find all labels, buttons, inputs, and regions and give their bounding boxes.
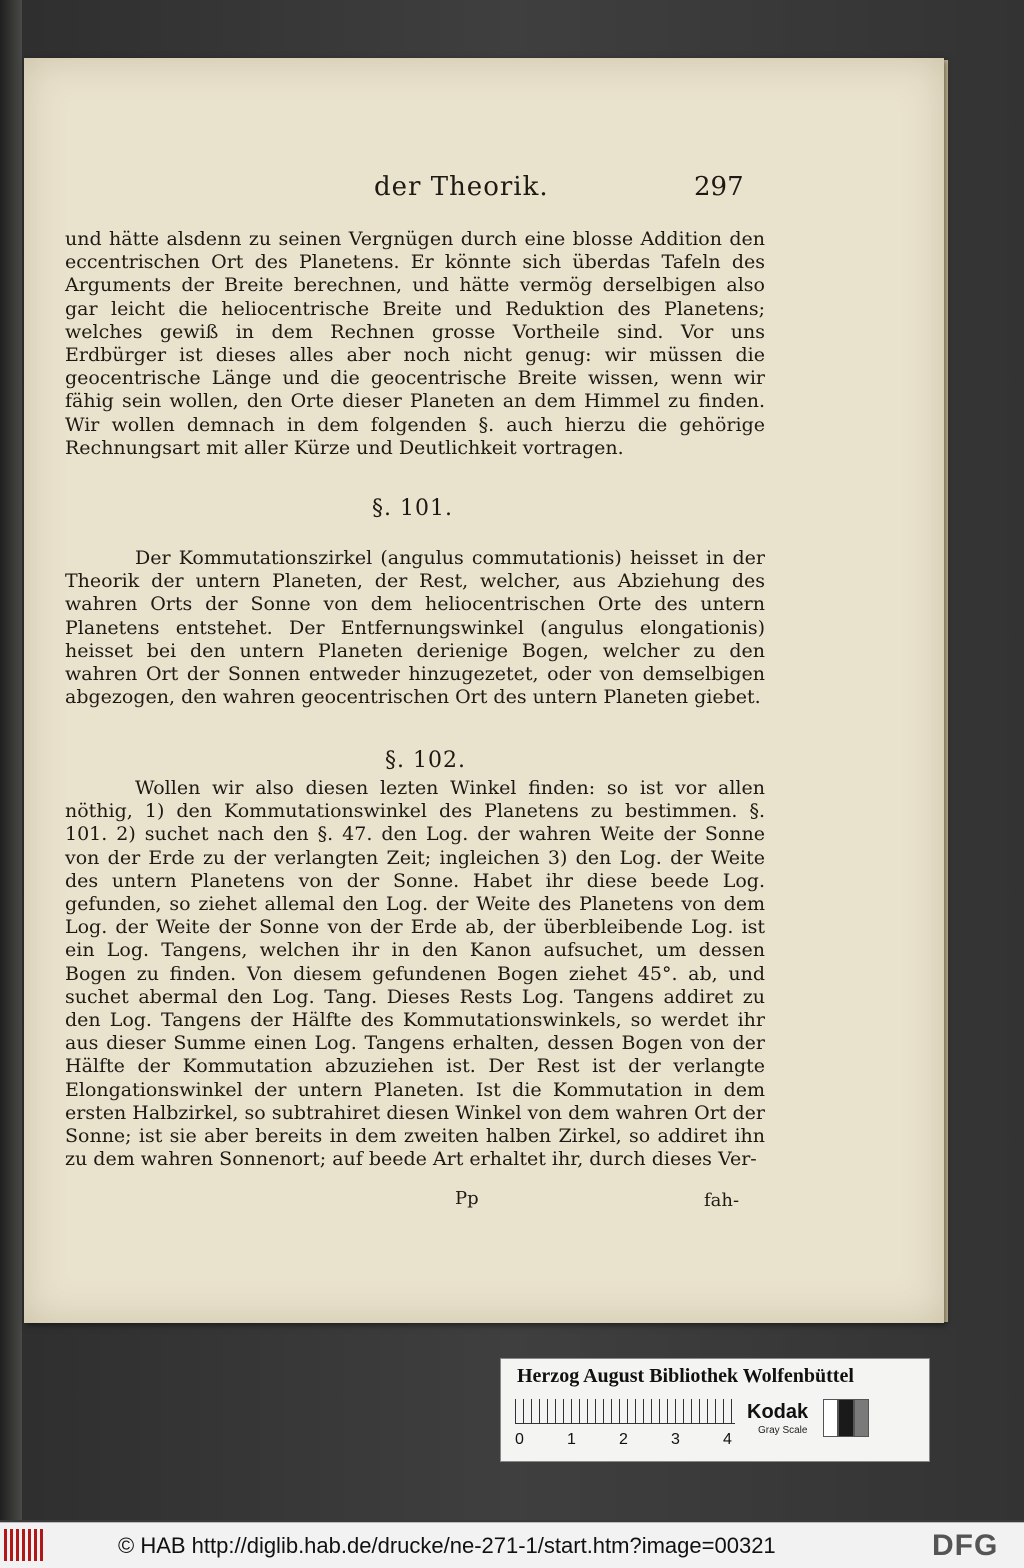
color-reference-card <box>500 1358 930 1462</box>
signature-mark: Pp <box>455 1188 479 1209</box>
book-spine-edge <box>0 0 22 1520</box>
scale-ruler <box>515 1399 735 1424</box>
hab-logo-icon <box>4 1529 46 1561</box>
ruler-number: 3 <box>671 1431 680 1448</box>
running-head: der Theorik. <box>374 172 549 202</box>
swatch-black <box>838 1399 853 1437</box>
ruler-number: 0 <box>515 1431 524 1448</box>
section-heading-102: §. 102. <box>385 748 466 773</box>
swatch-white <box>823 1399 838 1437</box>
footer-bar <box>0 1522 1024 1568</box>
ruler-number: 2 <box>619 1431 628 1448</box>
page-header <box>24 172 944 212</box>
ruler-numbers <box>515 1431 745 1451</box>
catchword: fah- <box>704 1190 740 1211</box>
kodak-logo: Kodak <box>747 1401 809 1423</box>
card-title: Herzog August Bibliothek Wolfenbüttel <box>517 1365 854 1387</box>
dfg-logo: DFG <box>932 1529 999 1562</box>
paragraph-3: Wollen wir also diesen lezten Winkel finden: so ist vor allen nöthig, 1) den Kommutationswinkel des Planetens zu bestimmen. §. 101. 2) suchet nach den §. 47. den Log. der wahren Weite der Sonne von der Erde zu der verlangten Zeit; ingleichen 3) den Log. der Weite des untern Planetens von der Sonne. Habet ihr diese beede Log. gefunden, so ziehet allemal den Log. der Weite des Planetens von dem Log. der Weite der Sonne von der Erde ab, der überbleibende Log. ist ein Log. Tangens, welchen ihr in den Kanon aufsuchet, um dessen Bogen zu finden. Von diesem gefundenen Bogen ziehet 45°. ab, und suchet abermal den Log. Tang. Dieses Rests Log. Tangens addiret zu den Log. Tangens der Hälfte des Kommutationswinkels, so werdet ihr aus dieser Summe einen Log. Tangens erhalten, dessen Bogen von der Hälfte der Kommutation abzuziehen ist. Der Rest ist der verlangte Elongationswinkel der untern Planeten. Ist die Kommutation in dem ersten Halbzirkel, so subtrahiret diesen Winkel von dem wahren Ort der Sonne; ist sie aber bereits in dem zweiten halben Zirkel, so addiret ihn zu dem wahren Sonnenort; auf beede Art erhaltet ihr, durch dieses Ver- <box>65 777 765 1171</box>
page-number: 297 <box>694 172 744 202</box>
swatch-gray <box>854 1399 869 1437</box>
section-heading-101: §. 101. <box>372 496 453 521</box>
ruler-number: 1 <box>567 1431 576 1448</box>
paragraph-1: und hätte alsdenn zu seinen Vergnügen durch eine blosse Addition den eccentrischen Ort des Planetens. Er könnte sich überdas Tafeln des Arguments der Breite berechnen, und hätte vermög derselbigen also gar leicht die heliocentrische Breite und Reduktion des Planetens; welches gewiß in dem Rechnen grosse Vortheile sind. Vor uns Erdbürger ist dieses alles aber noch nicht genug: wir müssen die geocentrische Länge und die geocentrische Breite wissen, wenn wir fähig sein wollen, den Orte dieser Planeten an dem Himmel zu finden. Wir wollen demnach in dem folgenden §. auch hierzu die gehörige Rechnungsart mit aller Kürze und Deutlichkeit vortragen. <box>65 228 765 459</box>
paragraph-2: Der Kommutationszirkel (angulus commutationis) heisset in der Theorik der untern Planeten, der Rest, welcher, aus Abziehung des wahren Orts der Sonne von dem heliocentrischen Orte des untern Planetens entstehet. Der Entfernungswinkel (angulus elongationis) heisset bei den untern Planeten derienige Bogen, welcher zu den wahren Ort der Sonnen entweder hinzugezetet, oder von demselbigen abgezogen, den wahren geocentrischen Ort des untern Planeten giebet. <box>65 547 765 709</box>
gray-swatches <box>823 1399 869 1437</box>
ruler-number: 4 <box>723 1431 732 1448</box>
gray-scale-label: Gray Scale <box>758 1425 808 1436</box>
footer-credit-link[interactable]: © HAB http://diglib.hab.de/drucke/ne-271-1/start.htm?image=00321 <box>118 1533 776 1558</box>
